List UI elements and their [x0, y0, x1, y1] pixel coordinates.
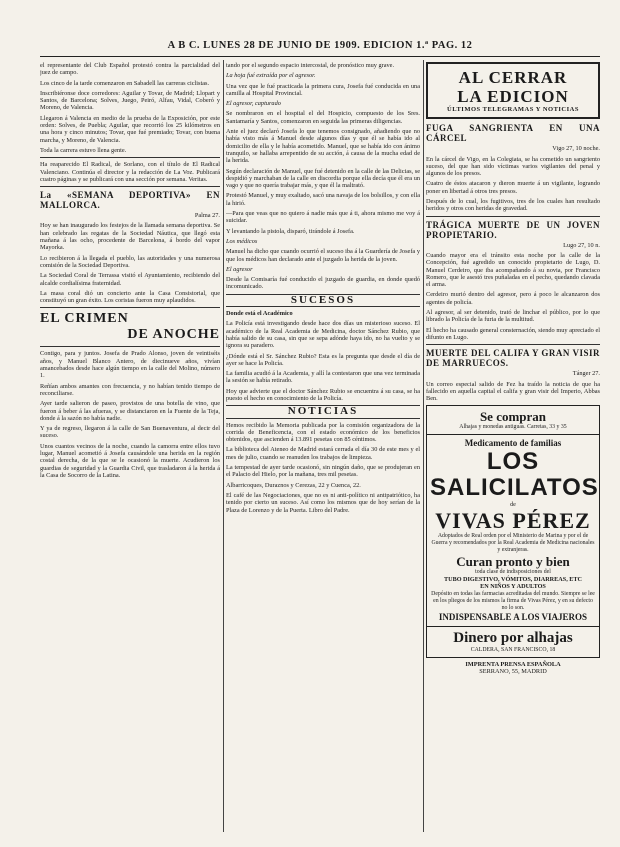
article-text: Un correo especial salido de Fez ha traído la noticia de que ha fallecido en aquella capital el califa y gran visir del Imperio, Abbas Ben.	[426, 380, 600, 403]
subhead: Los médicos	[226, 237, 258, 245]
article-text: Unos cuantos vecinos de la noche, cuando la camorra entre ellos tuvo lugar, Manuel acometió á Josefa causándole una herida en la región costal derecha, de la que se le ocasionó la muerte. Acudieron los guardias de seguridad y la Guardia Civil, que trasladaron á la herida á la Casa de Socorro de la Latina.	[40, 442, 220, 479]
ad-line: EN NIÑOS Y ADULTOS	[480, 583, 546, 591]
ad-line: TUBO DIGESTIVO, VÓMITOS, DIARREAS, ETC	[443, 575, 583, 583]
article-text: Albarricoques, Duraznos y Cerezas, 22 y Cuenca, 22.	[226, 481, 361, 489]
imprint-line: SERRANO, 55, MADRID	[479, 668, 547, 676]
article-text: Llegaron á Valencia en medio de la prueba de la Exposición, por este orden: Solves, de Puebla; Aguilar, que recorrió los 25 kilómetros en una hora y cinco minutos; Tovar, que fué premiado; Tovar, con buena marcha, y Moreno, de Valencia.	[40, 114, 220, 144]
article-text: La Sociedad Coral de Terrassa visitó el Ayuntamiento, recibiendo del alcalde cordialísima fraternidad.	[40, 272, 220, 287]
article-text: La biblioteca del Ateneo de Madrid estará cerrada el día 30 de este mes y el mes de julio, cuando se reanuden los trabajos de limpieza.	[226, 446, 420, 461]
ad-brand: VIVAS PÉREZ	[435, 507, 591, 533]
ad-line: INDISPENSABLE A LOS VIAJEROS	[438, 611, 588, 622]
article-text: La Policía está investigando desde hace dos días un misterioso suceso. El académico de la Real Academia de Medicina, doctor Sánchez Rubio, que había salido de su casa, sin que se sepa adónde haya ido, no ha vuelto y se ignora su paradero.	[226, 320, 420, 350]
article-text: Hoy se han inaugurado los festejos de la llamada semana deportiva. Se han celebrado las regatas de la Sociedad Náutica, que llegó esta mañana á las ocho, procedente de Barcelona, á bordo del vapor Mayorka.	[40, 222, 220, 252]
subhead: La hoja fué extraída por el agresor.	[226, 72, 316, 80]
headline-tragica: TRÁGICA MUERTE DE UN JOVEN PROPIETARIO.	[426, 219, 600, 240]
column-3	[426, 62, 600, 832]
article-text: Y ya de regreso, llegaron á la calle de San Buenaventura, al decir del suceso.	[40, 425, 220, 440]
section-sucesos: SUCESOS	[226, 294, 420, 307]
ad-line: Medicamento de familias	[464, 438, 562, 449]
newspaper-page	[40, 40, 600, 835]
article-text: Ante el juez declaró Josefa lo que tenemos consignado, añadiendo que no había visto más á Manuel desde algunos días y que él se había ido al domicilio de ella y le había acometido. Manuel, que se había ido con ánimo tranquilo, se hallaba arrepentido de su acción, á causa de la mucha edad de la herida.	[226, 128, 420, 165]
article-text: La tempestad de ayer tarde ocasionó, sin ningún daño, que se produjeran en el Palacio del Hielo, por la mañana, tres mil pesetas.	[226, 464, 420, 479]
article-text: el representante del Club Español protestó contra la parcialidad del juez de campo.	[40, 62, 220, 77]
article-text: tando por el segundo espacio intercostal, de pronóstico muy grave.	[226, 62, 395, 69]
subhead: Donde está el Académico	[226, 310, 293, 318]
article-text: Al agresor, al ser detenido, trató de linchar el público, por lo que librado la Policía de la furia de la multitud.	[426, 309, 600, 324]
article-text: El café de las Negociaciones, que no es ni anti-político ni antipatriótico, ha tenido por cierto un suceso. Así como los mismos que de hoy serían de la Plaza de Lorenzo y de la Puerta. Libro del Padre.	[226, 491, 420, 514]
ad-product: LOS SALICILATOS	[430, 448, 599, 502]
box-title-2: LA EDICION	[457, 87, 569, 106]
ad-dinero-alhajas	[426, 627, 600, 658]
ad-salicilatos	[426, 435, 600, 627]
article-text: El hecho ha causado general consternación, siendo muy apreciado el difunto en Lugo.	[426, 326, 600, 341]
box-title-1: AL CERRAR	[458, 68, 568, 87]
ad-text: toda clase de indisposiciones del	[475, 568, 551, 575]
column-1	[40, 62, 220, 832]
article-text: Se nombraron en el hospital el del Hospicio, compuesto de los Sres. Santamaría y Santos, comenzaron en seguida las primeras diligencias.	[226, 110, 420, 125]
subhead: El agresor	[226, 265, 253, 273]
column-2	[226, 62, 420, 832]
dateline: Palma 27.	[194, 212, 220, 220]
column-rule	[423, 60, 424, 832]
article-text: Ha reaparecido El Radical, de Sorlano, con el título de El Radical Valenciano. Continúa el director y la redacción de La Voz. Publicará cuatro páginas y se publicará con una sección por semana. Veritas.	[40, 161, 220, 183]
article-text: Desde la Comisaría fué conducido el juzgado de guardia, en donde quedó incomunicado.	[226, 276, 420, 291]
box-subtitle: ÚLTIMOS TELEGRAMAS Y NOTICIAS	[447, 106, 579, 113]
divider	[40, 346, 220, 347]
page-header: A B C. LUNES 28 DE JUNIO DE 1909. EDICION 1.ª PAG. 12	[167, 40, 473, 51]
article-text: Reñían ambos amantes con frecuencia, y no habían tenido tiempo de reconciliarse.	[40, 382, 220, 397]
dateline: Tánger 27.	[572, 370, 600, 378]
divider	[40, 157, 220, 158]
ad-title: Se compran	[479, 409, 547, 425]
headline-muerte-califa: MUERTE DEL CALIFA Y GRAN VISIR DE MARRUECOS.	[426, 348, 600, 369]
ad-line: de	[510, 501, 516, 509]
header-rule	[40, 56, 600, 57]
dateline: Vigo 27, 10 noche.	[552, 145, 600, 153]
ad-text: Adoptados de Real orden por el Ministerio de Marina y por el de Guerra y recomendados por la Real Academia de Medicina nacionales y extranjeras.	[431, 532, 595, 553]
article-text: En la cárcel de Vigo, en la Colegiata, se ha cometido un sangriento suceso, del que han sido víctimas varios vigilantes del penal y algunos de los presos.	[426, 155, 600, 178]
dateline: Lugo 27, 10 n.	[563, 241, 600, 249]
article-text: Toda la carrera estuvo llena gente.	[40, 146, 127, 154]
ad-text: CALDERA, SAN FRANCISCO, 18	[470, 646, 556, 653]
article-text: Protestó Manuel, y muy exaltado, sacó una navaja de los bolsillos, y con ella la hirió.	[226, 192, 420, 207]
imprint-line: IMPRENTA PRENSA ESPAÑOLA	[465, 660, 561, 668]
article-text: Cerdeiro murió dentro del agresor, pero á poco le alcanzaron dos agentes de policía.	[426, 291, 600, 306]
divider	[426, 216, 600, 217]
ad-line: Curan pronto y bien	[456, 553, 570, 569]
column-rule	[223, 60, 224, 832]
article-text: La masa coral dió un concierto ante la Casa Consistorial, que constituyó un gran éxito. Los coristas fueron muy aplaudidos.	[40, 289, 220, 305]
article-text: Cuando mayor era el tránsito esta noche por la calle de la Concepción, fué agredido un conocido propietario de Lugo, D. Manuel Cerdeiro, que iba acompañando á su novia, por Francisco Romero, que le asestó tres puñaladas en el pecho, quedando clavada el arma.	[426, 251, 600, 289]
headline-semana-deportiva: La «SEMANA DEPORTIVA» EN MALLORCA.	[40, 190, 220, 211]
article-text: Hoy que advierte que el doctor Sánchez Rubio se encuentra á su casa, se ha puesto el hecho en conocimiento de la Policía.	[226, 387, 420, 402]
headline-crimen-1: EL CRIMEN	[40, 311, 129, 327]
article-text: Una vez que le fué practicada la primera cura, Josefa fué conducida en una camilla al Hospital Provincial.	[226, 82, 420, 97]
headline-crimen-2: DE ANOCHE	[127, 327, 220, 343]
subhead: El agresor, capturado	[226, 100, 281, 108]
headline-fuga: FUGA SANGRIENTA EN UNA CÁRCEL	[426, 123, 600, 144]
article-text: Hemos recibido la Memoria publicada por la comisión organizadora de la corrida de Beneficencia, con el estado económico de los beneficios obtenidos, que ascienden á 13.891 pesetas con 85 céntimos.	[226, 421, 420, 444]
ad-title: Dinero por alhajas	[453, 629, 573, 646]
cierre-edicion-box	[426, 62, 600, 119]
article-text: Inscribiéronse doce corredores: Aguilar y Tovar, de Madrid; Llopart y Santos, de Barcelona; Solves, Juego, Peiró, Alfau, Vidal, Coberó y Moreno, de Valencia.	[40, 89, 220, 112]
divider	[426, 344, 600, 345]
article-text: Ayer tarde salieron de paseo, provistos de una botella de vino, que fueron á beber á las afueras, y se distanciaron en la Fuente de la Teja, donde á la sazón no había nadie.	[40, 400, 220, 422]
article-text: Manuel ha dicho que cuando ocurrió el suceso iba á la Guardería de Josefa y que los médicos han declarado ante el juzgado la herida de la joven.	[226, 248, 420, 263]
article-text: ¿Dónde está el Sr. Sánchez Rubio? Esta es la pregunta que desde el día de ayer se hace la Policía.	[226, 352, 420, 367]
article-text: Cuatro de éstos atacaron y dieron muerte á un vigilante, logrando poner en libertad á otros tres presos.	[426, 180, 600, 195]
ad-text: Alhajas y monedas antiguas. Carretas, 33 y 35	[459, 424, 567, 431]
article-text: Lo recibieron á la llegada el pueblo, las autoridades y una numerosa comisión de la Sociedad Deportiva.	[40, 254, 220, 269]
article-text: Después de lo cual, los fugitivos, tres de los cuales han resultado heridos y otros con heridas de gravedad.	[426, 198, 600, 213]
article-text: La familia acudió á la Academia, y allí la contestaron que una vez terminada la sesión se había retirado.	[226, 370, 420, 385]
article-text: Los cinco de la tarde comenzaron en Sabadell las carreras ciclistas.	[40, 79, 210, 87]
article-text: —Para que veas que no quiero á nadie más que á ti, ahora mismo me voy á suicidar.	[226, 210, 420, 225]
section-noticias: NOTICIAS	[226, 405, 420, 418]
ad-text: Depósito en todas las farmacias acreditadas del mundo. Siempre se lee en los pliegos de los mismos la firma de Vivas Pérez, y en su defecto no lo son.	[431, 590, 595, 611]
imprint	[426, 661, 600, 676]
ad-se-compran	[426, 405, 600, 435]
divider	[40, 186, 220, 187]
divider	[40, 307, 220, 308]
article-text: Y levantando la pistola, disparó, tirándole á Josefa.	[226, 227, 355, 235]
article-text: Contigo, para y juntos. Josefa de Prado Alonso, joven de veintiséis años, y Manuel Blanco Antero, de diecinueve años, vivían amancebados desde hace algún tiempo en la calle del Molino, número 1.	[40, 350, 220, 380]
article-text: Según declaración de Manuel, que fué detenido en la calle de las Delicias, se despidió y marchaban de la calle en discordia porque ella decía que él era un vago y que no quería trabajar más, y que él la maltrató.	[226, 167, 420, 190]
